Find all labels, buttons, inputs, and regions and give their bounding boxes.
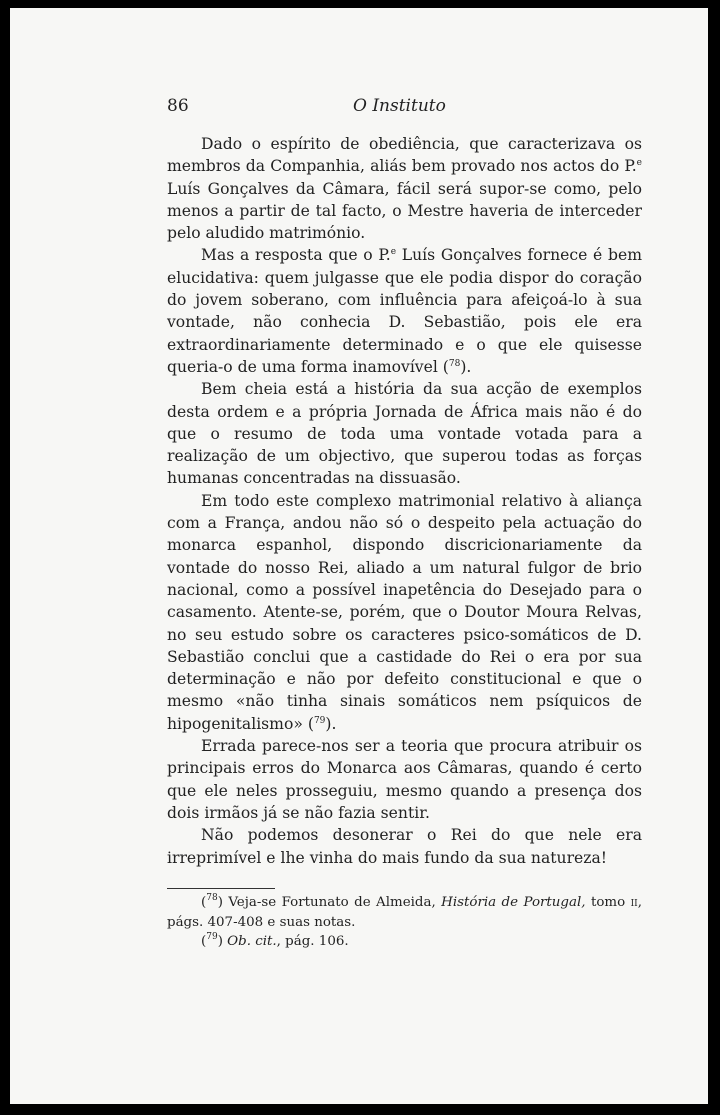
running-title: O Instituto bbox=[353, 96, 446, 116]
paragraph: Bem cheia está a história da sua acção de exemplos desta ordem e a própria Jornada de África mais não é do que o resumo de toda uma vontade votada para a realização de um objectivo, que superou todas as forças humanas concentradas na dissuasão. bbox=[167, 380, 642, 488]
superscript: e bbox=[390, 247, 397, 258]
book-page bbox=[10, 8, 708, 1104]
footnote-divider bbox=[167, 888, 275, 889]
paragraph: Dado o espírito de obediência, que caracterizava os membros da Companhia, aliás bem provado nos actos do P.$^e$ Luís Gonçalves da Câmara, fácil será supor-se como, pelo menos a partir de tal facto, o Mestre haveria de interceder pelo aludido matrimónio. bbox=[167, 135, 642, 243]
footnote: ($^{79}$) Ob. cit., pág. 106. bbox=[201, 932, 349, 949]
superscript: e bbox=[636, 158, 642, 169]
paragraph: Em todo este complexo matrimonial relativo à aliança com a França, andou não só o despeito pela actuação do monarca espanhol, dispondo discricionariamente da vontade do nosso Rei, aliado a um natural fulgor de brio nacional, como a possível inapetência do Desejado para o casamento. Atente-se, porém, que o Doutor Moura Relvas, no seu estudo sobre os caracteres psico-somáticos de D. Sebastião conclui que a castidade do Rei o era por sua determinação e não por defeito constitucional e que o mesmo «não tinha sinais somáticos nem psíquicos de hipogenitalismo» ($^{79}$). bbox=[167, 491, 642, 733]
work-title: História de Portugal, bbox=[441, 895, 586, 910]
footnote-ref: 79 bbox=[313, 715, 326, 726]
footnotes bbox=[167, 893, 642, 952]
page-header bbox=[10, 96, 708, 120]
paragraph: Mas a resposta que o P.$^e$ Luís Gonçalves fornece é bem elucidativa: quem julgasse que ele podia dispor do coração do jovem soberano, com influência para afeiçoá-lo à sua vontade, não conhecia D. Sebastião, pois ele era extraordinariamente determinado e o que ele quisesse queria-o de uma forma inamovível ($^{78}$). bbox=[167, 246, 642, 376]
footnote: ($^{78}$) Veja-se Fortunato de Almeida, História de Portugal, tomo ii, págs. 407-408 e suas notas. bbox=[167, 893, 643, 930]
paragraph: Não podemos desonerar o Rei do que nele era irreprimível e lhe vinha do mais fundo da sua natureza! bbox=[167, 826, 642, 867]
page-number: 86 bbox=[167, 96, 189, 116]
paragraph: Errada parece-nos ser a teoria que procura atribuir os principais erros do Monarca aos Câmaras, quando é certo que ele neles prosseguiu, mesmo quando a presença dos dois irmãos já se não fazia sentir. bbox=[167, 737, 642, 822]
footnote-ref: 78 bbox=[448, 358, 461, 369]
body-text bbox=[167, 133, 642, 869]
work-title: Ob. cit. bbox=[227, 934, 277, 949]
